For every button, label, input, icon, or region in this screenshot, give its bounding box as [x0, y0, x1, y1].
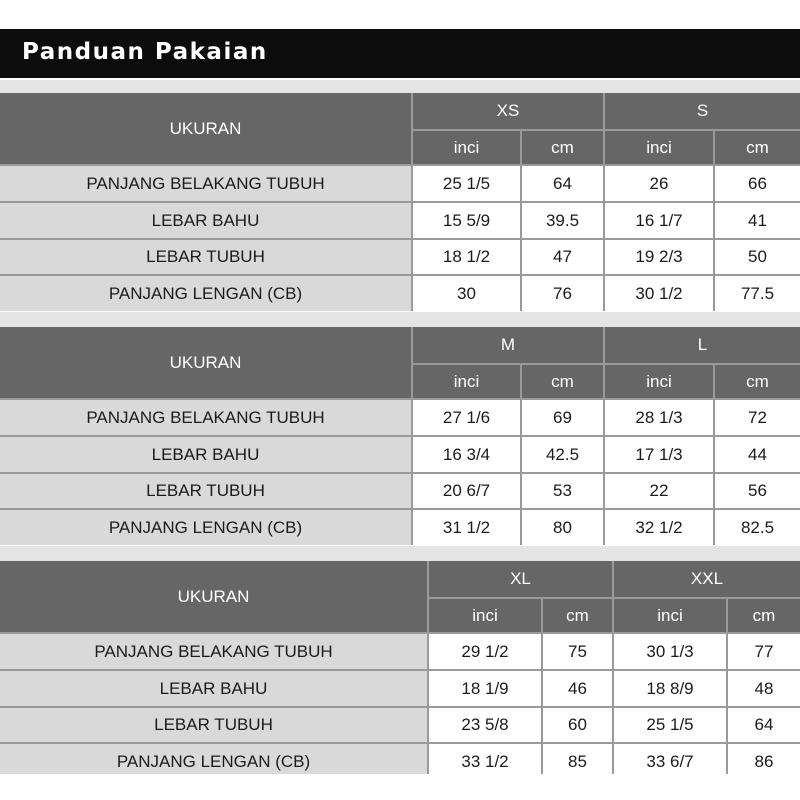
- row-label: LEBAR TUBUH: [0, 238, 411, 274]
- table-cell: 18 1/2: [411, 238, 520, 274]
- table-cell: 39.5: [520, 201, 603, 238]
- size-table: [0, 327, 800, 545]
- section-separator: [0, 312, 800, 327]
- table-cell: 18 8/9: [612, 669, 726, 706]
- table-cell: 19 2/3: [603, 238, 713, 274]
- unit-header-cm: cm: [520, 129, 603, 164]
- unit-header-inci: inci: [603, 363, 713, 398]
- table-cell: 18 1/9: [427, 669, 541, 706]
- table-cell: 42.5: [520, 435, 603, 472]
- section-separator: [0, 80, 800, 93]
- row-label: LEBAR BAHU: [0, 201, 411, 238]
- unit-header-inci: inci: [603, 129, 713, 164]
- table-cell: 66: [713, 164, 800, 201]
- table-cell: 33 1/2: [427, 742, 541, 779]
- table-cell: 30 1/3: [612, 632, 726, 669]
- table-cell: 16 3/4: [411, 435, 520, 472]
- table-cell: 77: [726, 632, 800, 669]
- unit-header-inci: inci: [411, 363, 520, 398]
- size-header: S: [603, 93, 800, 129]
- table-cell: 26: [603, 164, 713, 201]
- unit-header-inci: inci: [411, 129, 520, 164]
- table-cell: 30: [411, 274, 520, 311]
- table-cell: 27 1/6: [411, 398, 520, 435]
- ukuran-header: UKURAN: [0, 327, 411, 398]
- table-cell: 22: [603, 472, 713, 508]
- ukuran-header: UKURAN: [0, 561, 427, 632]
- table-cell: 32 1/2: [603, 508, 713, 545]
- table-cell: 25 1/5: [411, 164, 520, 201]
- size-table: [0, 561, 800, 779]
- table-cell: 53: [520, 472, 603, 508]
- row-label: LEBAR BAHU: [0, 435, 411, 472]
- row-label: PANJANG LENGAN (CB): [0, 274, 411, 311]
- table-cell: 33 6/7: [612, 742, 726, 779]
- table-cell: 64: [726, 706, 800, 742]
- size-header: L: [603, 327, 800, 363]
- size-header: M: [411, 327, 603, 363]
- unit-header-inci: inci: [612, 597, 726, 632]
- table-cell: 47: [520, 238, 603, 274]
- size-table: [0, 93, 800, 311]
- row-label: PANJANG BELAKANG TUBUH: [0, 164, 411, 201]
- table-cell: 15 5/9: [411, 201, 520, 238]
- unit-header-cm: cm: [726, 597, 800, 632]
- table-cell: 31 1/2: [411, 508, 520, 545]
- row-label: LEBAR TUBUH: [0, 472, 411, 508]
- row-label: PANJANG LENGAN (CB): [0, 742, 427, 779]
- unit-header-cm: cm: [541, 597, 612, 632]
- table-cell: 46: [541, 669, 612, 706]
- table-cell: 77.5: [713, 274, 800, 311]
- unit-header-cm: cm: [713, 129, 800, 164]
- table-cell: 25 1/5: [612, 706, 726, 742]
- row-label: PANJANG BELAKANG TUBUH: [0, 398, 411, 435]
- table-cell: 64: [520, 164, 603, 201]
- table-cell: 76: [520, 274, 603, 311]
- table-cell: 16 1/7: [603, 201, 713, 238]
- unit-header-inci: inci: [427, 597, 541, 632]
- table-cell: 72: [713, 398, 800, 435]
- table-cell: 75: [541, 632, 612, 669]
- table-cell: 50: [713, 238, 800, 274]
- table-cell: 85: [541, 742, 612, 779]
- table-cell: 82.5: [713, 508, 800, 545]
- ukuran-header: UKURAN: [0, 93, 411, 164]
- table-cell: 86: [726, 742, 800, 779]
- table-cell: 69: [520, 398, 603, 435]
- table-cell: 80: [520, 508, 603, 545]
- page-title: Panduan Pakaian: [22, 39, 268, 65]
- unit-header-cm: cm: [520, 363, 603, 398]
- table-cell: 41: [713, 201, 800, 238]
- bottom-margin: [0, 774, 800, 800]
- table-cell: 56: [713, 472, 800, 508]
- table-cell: 44: [713, 435, 800, 472]
- row-label: LEBAR TUBUH: [0, 706, 427, 742]
- size-header: XXL: [612, 561, 800, 597]
- table-cell: 48: [726, 669, 800, 706]
- row-label: LEBAR BAHU: [0, 669, 427, 706]
- size-header: XS: [411, 93, 603, 129]
- section-separator: [0, 546, 800, 561]
- table-cell: 30 1/2: [603, 274, 713, 311]
- table-cell: 20 6/7: [411, 472, 520, 508]
- table-cell: 28 1/3: [603, 398, 713, 435]
- row-label: PANJANG BELAKANG TUBUH: [0, 632, 427, 669]
- size-header: XL: [427, 561, 612, 597]
- unit-header-cm: cm: [713, 363, 800, 398]
- title-bar: [0, 29, 800, 78]
- row-label: PANJANG LENGAN (CB): [0, 508, 411, 545]
- table-cell: 29 1/2: [427, 632, 541, 669]
- table-cell: 23 5/8: [427, 706, 541, 742]
- table-cell: 17 1/3: [603, 435, 713, 472]
- table-cell: 60: [541, 706, 612, 742]
